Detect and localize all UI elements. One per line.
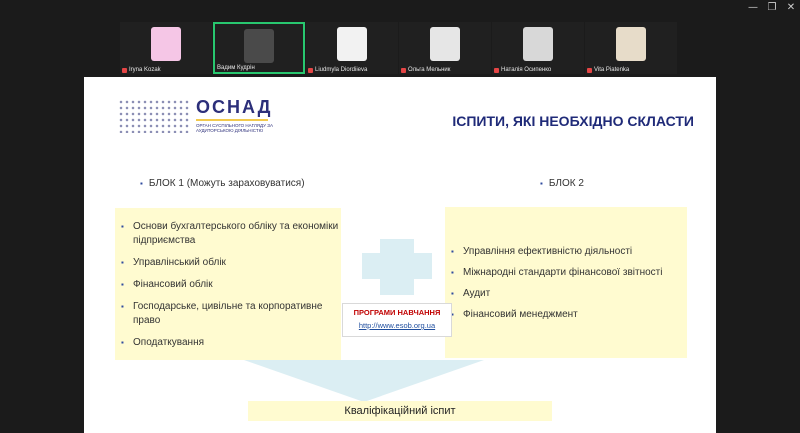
plus-icon-bar [362,253,432,279]
list-item: ▪ Управління ефективністю діяльності [445,245,687,259]
participant-name: Iryna Kozak [129,67,161,73]
programs-link[interactable]: http://www.esob.org.ua [358,321,436,330]
participant-tile[interactable] [399,22,491,74]
participant-tile[interactable] [492,22,584,74]
avatar [616,27,646,61]
block1-box [115,208,341,360]
programs-box [342,303,452,337]
block1-label-text: БЛОК 1 (Можуть зараховуватися) [148,178,305,189]
block2-label-text: БЛОК 2 [548,178,584,189]
logo-dots-decoration [118,99,190,133]
list-item: ▪ Основи бухгалтерського обліку та економіки підприємства [115,220,341,248]
participant-gallery [0,16,800,76]
mic-muted-icon [494,68,499,73]
mic-muted-icon [308,68,313,73]
participant-name: Ольга Мельник [408,67,451,73]
list-item: ▪ Управлінський облік [115,256,341,270]
minimize-icon[interactable]: — [748,2,758,13]
block1-label [140,178,305,189]
participant-tile[interactable] [306,22,398,74]
list-item: ▪ Фінансовий облік [115,278,341,292]
avatar [523,27,553,61]
bullet-icon: ▪ [540,179,543,188]
programs-title: ПРОГРАМИ НАВЧАННЯ [353,308,441,317]
avatar [430,27,460,61]
bullet-icon: ▪ [140,179,143,188]
participant-name: Vita Piatenka [594,67,630,73]
logo-name: ОСНАД [196,97,273,117]
restore-icon[interactable]: ❐ [767,2,777,13]
avatar [244,29,274,63]
qualification-exam-bar: Кваліфікаційний іспит [248,401,552,421]
block2-box [445,207,687,358]
participant-tile-active[interactable] [213,22,305,74]
participant-name: Наталія Осипенко [501,67,552,73]
logo-underline [196,119,268,121]
participant-name: Вадим Кудрін [217,65,255,71]
down-arrow-shape [244,360,484,402]
shared-slide [84,77,716,433]
mic-muted-icon [122,68,127,73]
list-item: ▪ Господарське, цивільне та корпоративне право [115,300,341,328]
avatar [337,27,367,61]
slide-title: ІСПИТИ, ЯКІ НЕОБХІДНО СКЛАСТИ [452,113,694,129]
mic-muted-icon [401,68,406,73]
list-item: ▪ Оподаткування [115,336,341,350]
mic-muted-icon [587,68,592,73]
participant-name: Liudmyla Diordiieva [315,67,368,73]
block2-label [540,178,584,189]
logo-subtitle: ОРГАН СУСПІЛЬНОГО НАГЛЯДУ ЗА АУДИТОРСЬКОЮ ДІЯЛЬНІСТЮ [196,123,273,133]
list-item: ▪ Міжнародні стандарти фінансової звітності [445,266,687,280]
avatar [151,27,181,61]
participant-tile[interactable] [585,22,677,74]
list-item: ▪ Фінансовий менеджмент [445,308,687,322]
close-icon[interactable]: ✕ [786,2,796,13]
window-titlebar [0,0,800,16]
list-item: ▪ Аудит [445,287,687,301]
participant-tile[interactable] [120,22,212,74]
